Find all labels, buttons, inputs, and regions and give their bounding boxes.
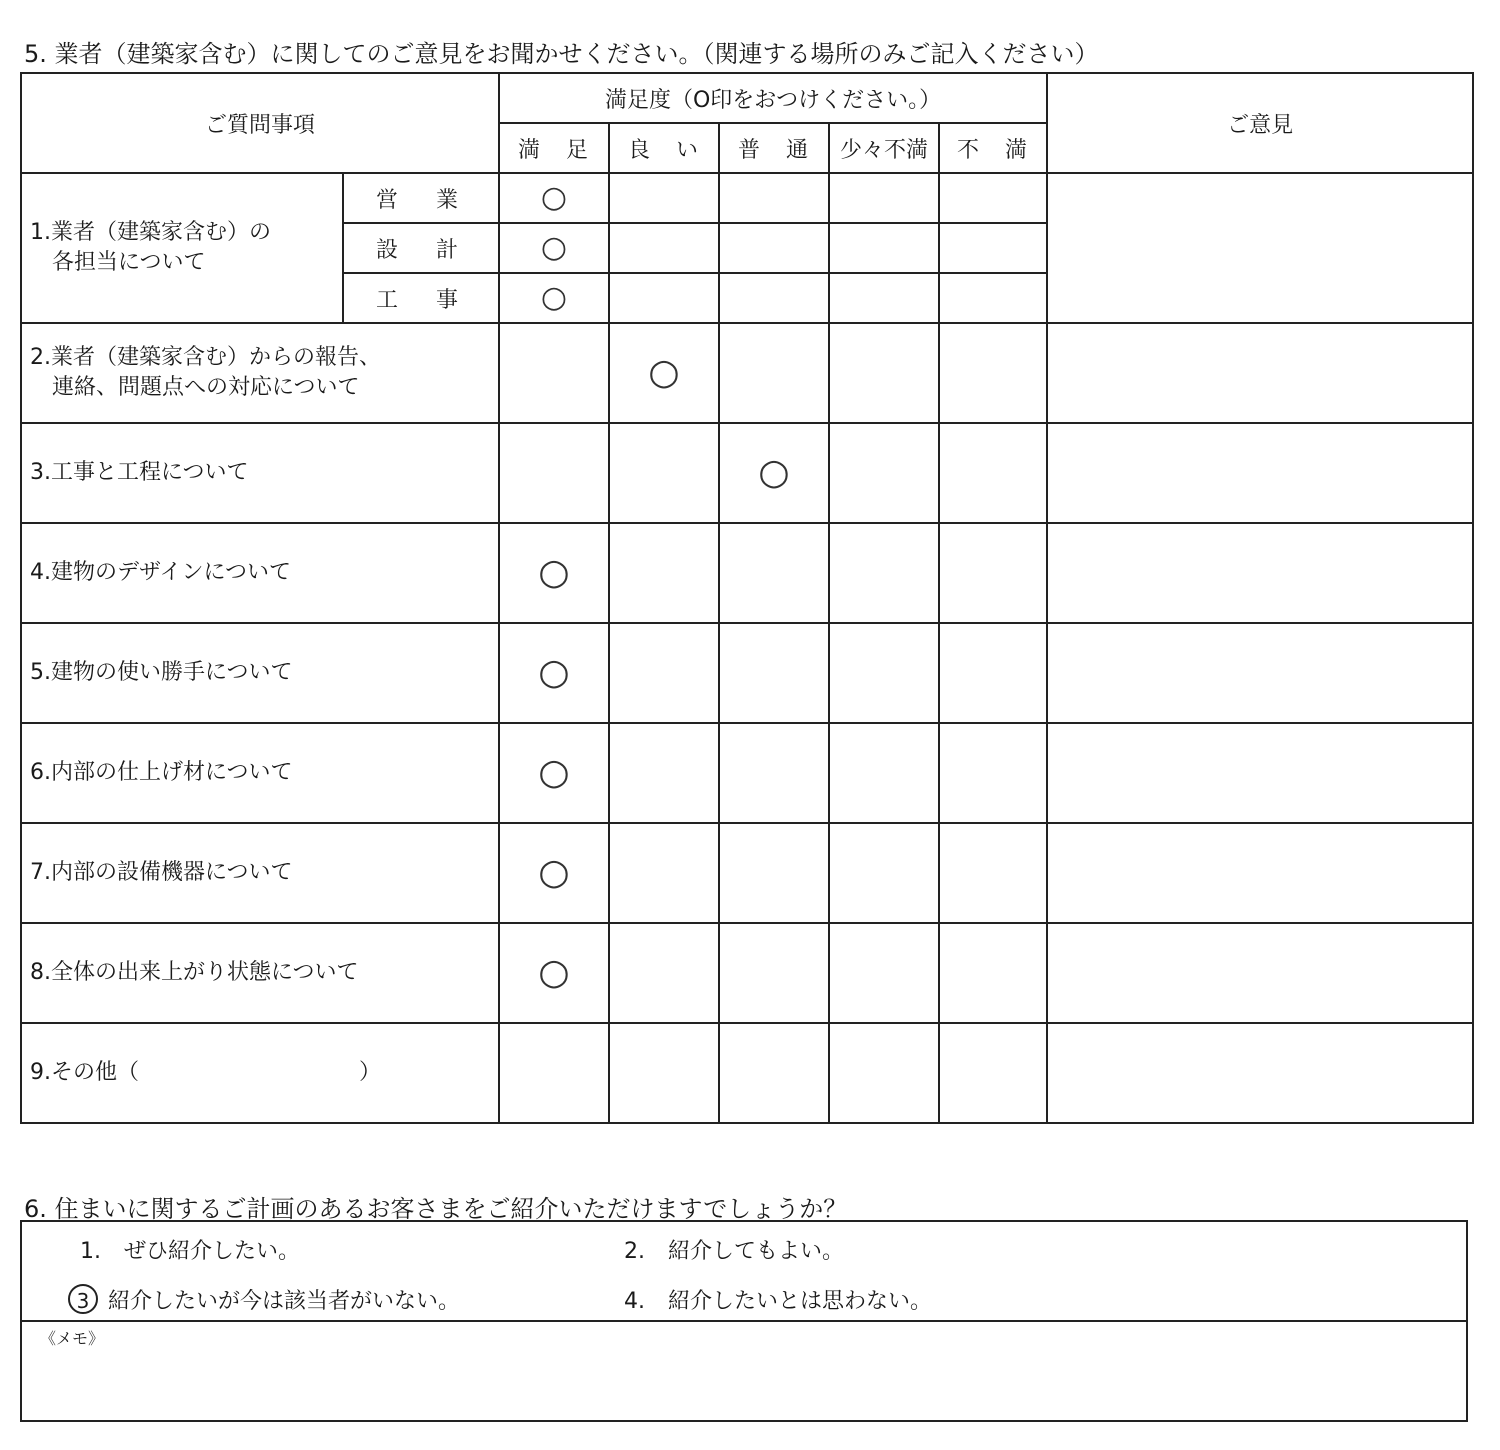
circle-mark-icon: ○ (538, 852, 570, 893)
rating-cell[interactable] (609, 623, 719, 723)
rating-cell[interactable] (939, 173, 1047, 223)
opinion-cell[interactable] (1047, 923, 1473, 1023)
circle-mark-icon: ○ (538, 552, 570, 593)
circle-mark-icon: ○ (758, 452, 790, 493)
option-label: ぜひ紹介したい。 (124, 1239, 301, 1264)
rating-cell[interactable] (499, 423, 609, 523)
option-label: 紹介したいが今は該当者がいない。 (108, 1289, 461, 1314)
rating-cell[interactable] (719, 173, 829, 223)
rating-cell[interactable] (829, 273, 939, 323)
satisfaction-table (20, 72, 1474, 1124)
rating-cell[interactable] (939, 923, 1047, 1023)
rating-cell[interactable] (499, 1023, 609, 1123)
opinion-cell[interactable] (1047, 1023, 1473, 1123)
rating-cell[interactable] (499, 323, 609, 423)
rating-cell[interactable] (609, 523, 719, 623)
circle-mark-icon: ○ (540, 280, 568, 315)
rating-cell[interactable] (719, 223, 829, 273)
rating-cell[interactable] (499, 923, 609, 1023)
rating-cell[interactable] (719, 423, 829, 523)
rating-cell[interactable] (829, 323, 939, 423)
opinion-cell[interactable] (1047, 173, 1473, 323)
rating-cell[interactable] (609, 1023, 719, 1123)
rating-cell[interactable] (609, 723, 719, 823)
rating-cell[interactable] (609, 173, 719, 223)
rating-cell[interactable] (719, 623, 829, 723)
sub-question-label: 営 業 (343, 173, 499, 223)
referral-box (20, 1220, 1468, 1422)
rating-cell[interactable] (499, 223, 609, 273)
opinion-cell[interactable] (1047, 723, 1473, 823)
question-label: 8.全体の出来上がり状態について (21, 923, 499, 1023)
rating-cell[interactable] (609, 323, 719, 423)
circle-mark-icon: ○ (538, 752, 570, 793)
rating-cell[interactable] (499, 723, 609, 823)
level-header: 少々不満 (829, 123, 939, 173)
rating-cell[interactable] (829, 923, 939, 1023)
rating-cell[interactable] (939, 723, 1047, 823)
question-label: 1.業者（建築家含む）の 各担当について (21, 173, 343, 323)
circle-mark-icon: ○ (648, 352, 680, 393)
rating-cell[interactable] (609, 923, 719, 1023)
option-number: 1. (80, 1239, 101, 1264)
rating-cell[interactable] (829, 723, 939, 823)
option-number: 4. (624, 1289, 645, 1314)
level-header: 満 足 (499, 123, 609, 173)
opinion-cell[interactable] (1047, 623, 1473, 723)
option-label: 紹介してもよい。 (668, 1239, 845, 1264)
rating-cell[interactable] (939, 623, 1047, 723)
rating-cell[interactable] (939, 1023, 1047, 1123)
rating-cell[interactable] (609, 223, 719, 273)
rating-cell[interactable] (609, 273, 719, 323)
rating-cell[interactable] (939, 223, 1047, 273)
opinion-cell[interactable] (1047, 823, 1473, 923)
rating-cell[interactable] (829, 173, 939, 223)
referral-option-selected[interactable] (68, 1284, 460, 1315)
header-opinion: ご意見 (1047, 73, 1473, 173)
referral-option[interactable] (624, 1284, 932, 1315)
rating-cell[interactable] (609, 823, 719, 923)
rating-cell[interactable] (829, 523, 939, 623)
opinion-cell[interactable] (1047, 323, 1473, 423)
header-question: ご質問事項 (21, 73, 499, 173)
question-label: 7.内部の設備機器について (21, 823, 499, 923)
circle-mark-icon: ○ (538, 952, 570, 993)
sub-question-label: 設 計 (343, 223, 499, 273)
rating-cell[interactable] (829, 1023, 939, 1123)
rating-cell[interactable] (719, 1023, 829, 1123)
memo-divider (22, 1320, 1466, 1322)
level-header: 良 い (609, 123, 719, 173)
section5-title: 5. 業者（建築家含む）に関してのご意見をお聞かせください。（関連する場所のみご記入ください） (24, 40, 1099, 68)
rating-cell[interactable] (499, 523, 609, 623)
rating-cell[interactable] (499, 273, 609, 323)
rating-cell[interactable] (719, 523, 829, 623)
option-number: 2. (624, 1239, 645, 1264)
level-header: 不 満 (939, 123, 1047, 173)
rating-cell[interactable] (939, 523, 1047, 623)
circle-mark-icon: ○ (540, 180, 568, 215)
referral-option[interactable] (624, 1234, 844, 1265)
question-label: 5.建物の使い勝手について (21, 623, 499, 723)
circle-mark-icon: ○ (540, 230, 568, 265)
rating-cell[interactable] (609, 423, 719, 523)
question-label: 3.工事と工程について (21, 423, 499, 523)
rating-cell[interactable] (719, 923, 829, 1023)
rating-cell[interactable] (939, 823, 1047, 923)
memo-label: 《メモ》 (40, 1329, 105, 1348)
rating-cell[interactable] (499, 823, 609, 923)
rating-cell[interactable] (939, 273, 1047, 323)
level-header: 普 通 (719, 123, 829, 173)
rating-cell[interactable] (829, 823, 939, 923)
section6-title: 6. 住まいに関するご計画のあるお客さまをご紹介いただけますでしょうか？ (24, 1195, 848, 1223)
rating-cell[interactable] (939, 323, 1047, 423)
rating-cell[interactable] (829, 423, 939, 523)
sub-question-label: 工 事 (343, 273, 499, 323)
question-label: 6.内部の仕上げ材について (21, 723, 499, 823)
circle-mark-icon: ○ (538, 652, 570, 693)
opinion-cell[interactable] (1047, 423, 1473, 523)
question-label: 4.建物のデザインについて (21, 523, 499, 623)
question-label: 9.その他（ ） (21, 1023, 499, 1123)
referral-option[interactable] (80, 1234, 300, 1265)
rating-cell[interactable] (719, 273, 829, 323)
rating-cell[interactable] (499, 173, 609, 223)
option-label: 紹介したいとは思わない。 (668, 1289, 933, 1314)
rating-cell[interactable] (939, 423, 1047, 523)
rating-cell[interactable] (829, 223, 939, 273)
rating-cell[interactable] (499, 623, 609, 723)
rating-cell[interactable] (719, 323, 829, 423)
circled-option-number: 3 (68, 1284, 98, 1314)
rating-cell[interactable] (829, 623, 939, 723)
question-label: 2.業者（建築家含む）からの報告、 連絡、問題点への対応について (21, 323, 499, 423)
rating-cell[interactable] (719, 823, 829, 923)
rating-cell[interactable] (719, 723, 829, 823)
header-satisfaction: 満足度（O印をおつけください。） (499, 73, 1047, 123)
opinion-cell[interactable] (1047, 523, 1473, 623)
